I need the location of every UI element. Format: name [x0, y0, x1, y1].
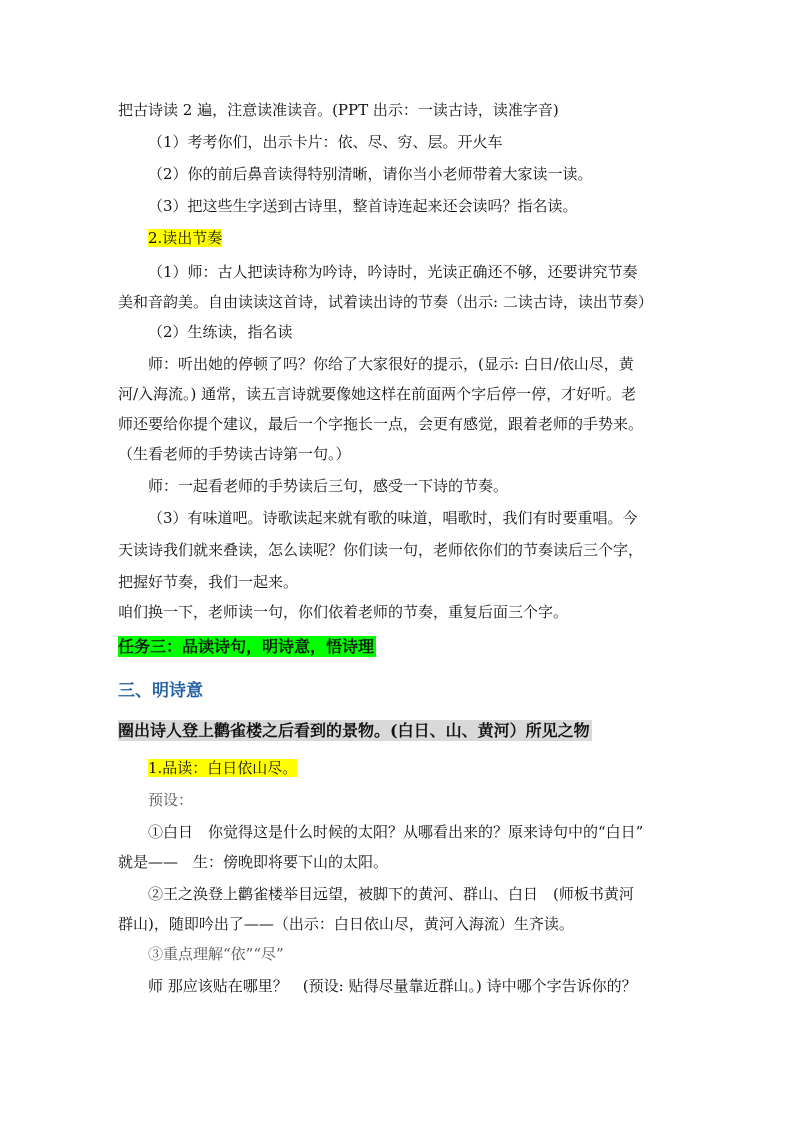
task-heading: 任务三：品读诗句，明诗意，悟诗理: [118, 637, 375, 656]
paragraph-line: 师 那应该贴在哪里？ (预设: 贴得尽量靠近群山。) 诗中哪个字告诉你的？: [148, 977, 637, 995]
paragraph-line: 师还要给你提个建议，最后一个字拖长一点，会更有感觉，跟着老师的手势来。: [118, 415, 644, 433]
task-heading-line: [118, 636, 376, 658]
paragraph-line: （1）考考你们，出示卡片：依、尽、穷、层。开火车: [148, 133, 503, 151]
paragraph-line: 预设：: [148, 791, 194, 809]
subheading-line: [148, 228, 222, 248]
instruction-heading: 圈出诗人登上鹳雀楼之后看到的景物。(白日、山、黄河）所见之物: [118, 721, 590, 740]
highlighted-subheading: 2.读出节奏: [148, 229, 223, 247]
paragraph-line: 就是—— 生：傍晚即将要下山的太阳。: [118, 853, 389, 871]
subheading-line: [148, 758, 297, 778]
paragraph-line: 美和音韵美。自由读读这首诗，试着读出诗的节奏（出示: 二读古诗，读出节奏）: [118, 293, 653, 311]
paragraph-line: ②王之涣登上鹳雀楼举目远望，被脚下的黄河、群山、白日 (师板书黄河: [148, 885, 634, 903]
paragraph-line: （1）师：古人把读诗称为吟诗，吟诗时，光读正确还不够，还要讲究节奏: [148, 263, 638, 281]
paragraph-line: 群山)，随即吟出了——（出示：白日依山尽，黄河入海流）生齐读。: [118, 915, 574, 933]
instruction-heading-line: [118, 720, 592, 742]
paragraph-line: 把握好节奏，我们一起来。: [118, 573, 299, 591]
paragraph-line: ①白日 你觉得这是什么时候的太阳？从哪看出来的？原来诗句中的“白日”: [148, 823, 644, 841]
paragraph-line: 师：听出她的停顿了吗？你给了大家很好的提示，(显示: 白日/依山尽，黄: [148, 355, 634, 373]
paragraph-line: 把古诗读 2 遍，注意读准读音。(PPT 出示：一读古诗，读准字音): [118, 101, 559, 119]
paragraph-line: 咱们换一下，老师读一句，你们依着老师的节奏，重复后面三个字。: [118, 603, 569, 621]
paragraph-line: （3）有味道吧。诗歌读起来就有歌的味道，唱歌时，我们有时要重唱。今: [148, 509, 638, 527]
highlighted-subheading: 1.品读：白日依山尽。: [148, 759, 298, 777]
paragraph-line: 师：一起看老师的手势读后三句，感受一下诗的节奏。: [148, 477, 509, 495]
paragraph-line: 天读诗我们就来叠读，怎么读呢？你们读一句，老师依你们的节奏读后三个字，: [118, 541, 644, 559]
paragraph-line: （2）生练读，指名读: [148, 323, 293, 341]
paragraph-line: 河/入海流。) 通常，读五言诗就要像她这样在前面两个字后停一停，才好听。老: [118, 385, 637, 403]
paragraph-line: （生看老师的手势读古诗第一句。）: [118, 445, 351, 463]
paragraph-line: （3）把这些生字送到古诗里，整首诗连起来还会读吗？指名读。: [148, 197, 578, 215]
paragraph-line: （2）你的前后鼻音读得特别清晰，请你当小老师带着大家读一读。: [148, 165, 593, 183]
paragraph-line: ③重点理解“依”“尽”: [148, 945, 284, 963]
section-heading: 三、明诗意: [118, 681, 203, 701]
